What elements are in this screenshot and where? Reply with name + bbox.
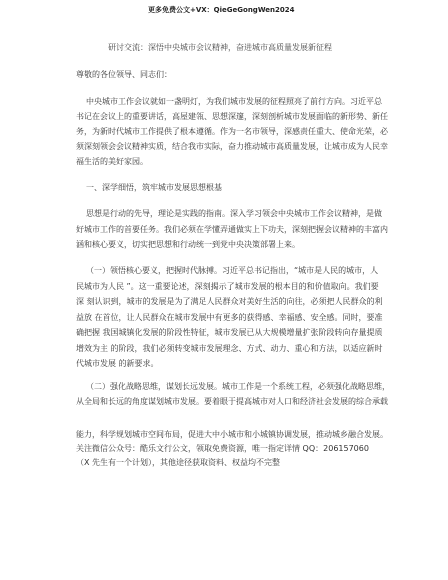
paragraph-line: 能力，科学规划城市空间布局，促进大中小城市和小城镇协调发展，推动城乡融合发展。 <box>76 430 388 439</box>
footer-note: （X 先生有一个计划），其他途径获取资料、权益均不完整 <box>76 458 281 467</box>
document-title: 研讨交流：深悟中央城市会议精神，奋进城市高质量发展新征程 <box>108 43 332 52</box>
footer-note: 关注微信公众号：酷乐文行公文，领取免费资源，唯一指定详情 QQ：206157060 <box>76 444 369 453</box>
paragraph-line: （一）领悟核心要义，把握时代脉搏。习近平总书记指出，“城市是人民的城市，人 <box>86 266 379 275</box>
paragraph-intro-line: 福生活的美好家园。 <box>76 157 148 166</box>
paragraph-line: 代城市发展 的新要求。 <box>76 359 159 368</box>
paragraph-line: 增效为主 的阶段，我们必须转变城市发展理念、方式、动力、重心和方法，以适应新时 <box>76 344 383 353</box>
paragraph-line: 确把握 我国城镇化发展的阶段性特征，城市发展已从大规模增量扩张阶段转向存量提质 <box>76 328 383 337</box>
paragraph-line: 民城市为人民 ”。这一重要论述，深刻揭示了城市发展的根本目的和价值取向。我们要 <box>76 282 379 291</box>
paragraph-line: 涵和核心要义，切实把思想和行动统一到党中央决策部署上来。 <box>76 240 300 249</box>
paragraph-line: 深 刻认识到，城市的发展是为了满足人民群众对美好生活的向往，必须把人民群众的利 <box>76 297 383 306</box>
paragraph-intro-line: 书记在会议上的重要讲话，高屋建瓴、思想深邃，深刻剖析城市发展面临的新形势、新任 <box>76 112 388 121</box>
paragraph-line: 好城市工作的首要任务。我们必须在学懂弄通做实上下功夫，深刻把握会议精神的丰富内 <box>76 225 388 234</box>
paragraph-intro-line: 须深刻领会会议精神实质，结合我市实际，奋力推动城市高质量发展，让城市成为人民幸 <box>76 142 388 151</box>
paragraph-intro-line: 务，为新时代城市工作提供了根本遵循。作为一名市领导，深感责任重大、使命光荣，必 <box>76 127 388 136</box>
page-header: 更多免费公文+VX：QieGeGongWen2024 <box>148 6 295 14</box>
paragraph-line: 从全局和长远的角度谋划城市发展。要着眼于提高城市对人口和经济社会发展的综合承载 <box>76 397 388 406</box>
greeting: 尊敬的各位领导、同志们： <box>76 70 172 79</box>
paragraph-line: （二）强化战略思维，谋划长远发展。城市工作是一个系统工程，必须强化战略思维， <box>86 382 390 391</box>
section-heading: 一、深学细悟，筑牢城市发展思想根基 <box>86 183 222 192</box>
paragraph-intro-line: 中央城市工作会议就如一盏明灯，为我们城市发展的征程照亮了前行方向。习近平总 <box>86 97 382 106</box>
paragraph-line: 益放 在首位，让人民群众在城市发展中有更多的获得感、幸福感、安全感。同时，要准 <box>76 313 383 322</box>
paragraph-line: 思想是行动的先导，理论是实践的指南。深入学习领会中央城市工作会议精神，是做 <box>86 209 382 218</box>
